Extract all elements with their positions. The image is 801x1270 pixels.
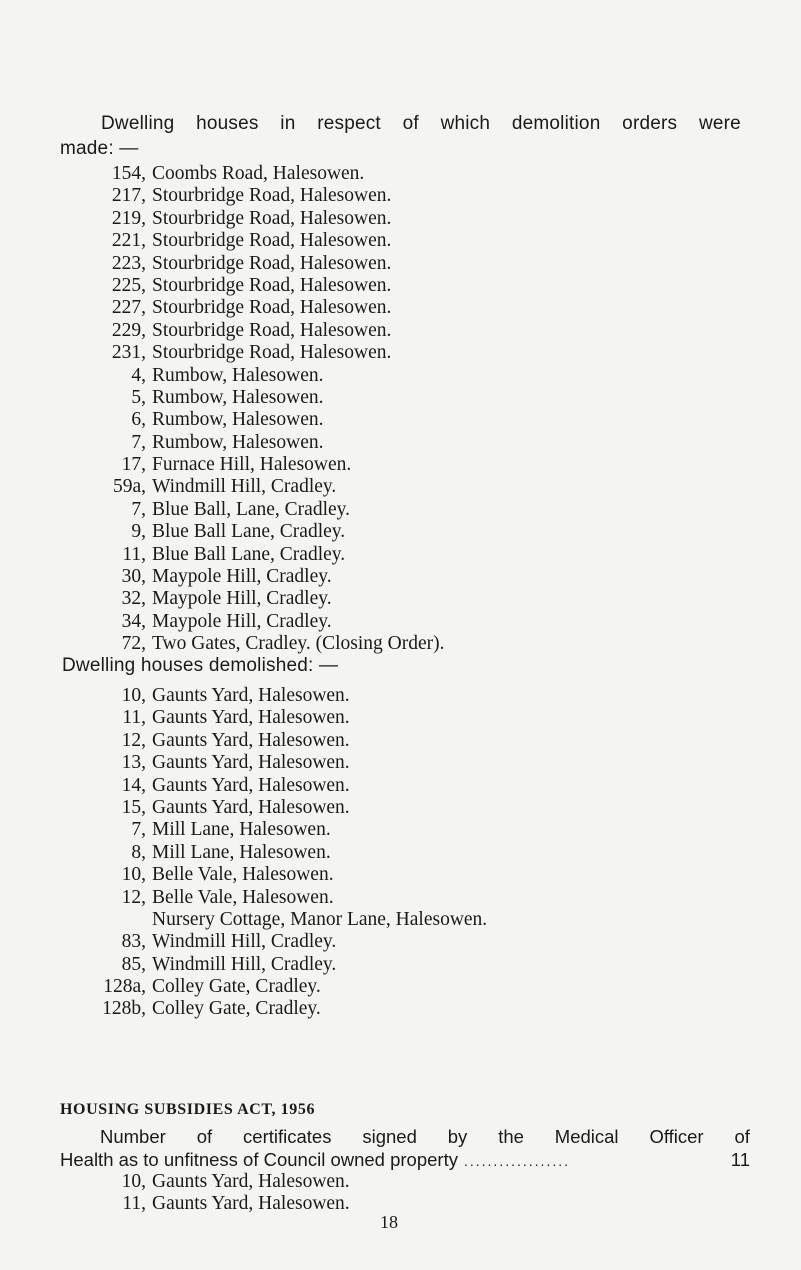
address: Nursery Cottage, Manor Lane, Halesowen.: [152, 908, 488, 930]
address: Belle Vale, Halesowen.: [152, 864, 334, 886]
address: Gaunts Yard, Halesowen.: [152, 1193, 350, 1215]
address: Windmill Hill, Cradley.: [152, 476, 337, 498]
address: Belle Vale, Halesowen.: [152, 886, 334, 908]
cert-word: of: [196, 1126, 213, 1147]
certificates-text: Health as to unfitness of Council owned property: [60, 1149, 458, 1170]
intro-word: Dwelling: [101, 113, 175, 134]
house-number: 227,: [111, 297, 146, 319]
intro-word: orders: [622, 113, 678, 134]
cert-word: Medical: [554, 1126, 619, 1147]
address: Stourbridge Road, Halesowen.: [152, 342, 392, 364]
house-number: 10,: [121, 1171, 146, 1192]
house-number: 128b,: [102, 998, 146, 1020]
dot-leader: ..................: [463, 1153, 570, 1169]
house-number: 85,: [121, 953, 146, 975]
address: Gaunts Yard, Halesowen.: [152, 796, 350, 818]
house-number: 223,: [111, 252, 146, 274]
demolished-heading: Dwelling houses demolished: —: [62, 655, 339, 676]
address: Colley Gate, Cradley.: [152, 976, 321, 998]
address: Two Gates, Cradley. (Closing Order).: [152, 633, 445, 655]
house-number: 219,: [111, 207, 146, 229]
house-number: 14,: [121, 774, 146, 796]
address: Colley Gate, Cradley.: [152, 998, 321, 1020]
address: Furnace Hill, Halesowen.: [152, 454, 352, 476]
certificates-line-1: [60, 1125, 750, 1148]
house-number: 7,: [131, 431, 146, 453]
house-number: 229,: [111, 319, 146, 341]
house-number: 15,: [121, 796, 146, 818]
certificates-count: 11: [730, 1149, 750, 1170]
address: Gaunts Yard, Halesowen.: [152, 752, 350, 774]
house-number: 13,: [121, 752, 146, 774]
address: Stourbridge Road, Halesowen.: [152, 252, 392, 274]
address: Gaunts Yard, Halesowen.: [152, 774, 350, 796]
house-number: 9,: [131, 521, 146, 543]
house-number: 83,: [121, 931, 146, 953]
address: Gaunts Yard, Halesowen.: [152, 1171, 350, 1192]
house-number: 128a,: [103, 976, 146, 998]
address: Gaunts Yard, Halesowen.: [152, 707, 350, 729]
address: Maypole Hill, Cradley.: [152, 588, 332, 610]
certificates-line-2: [60, 1148, 750, 1173]
address: Blue Ball Lane, Cradley.: [152, 543, 346, 565]
address: Stourbridge Road, Halesowen.: [152, 319, 392, 341]
address: Stourbridge Road, Halesowen.: [152, 185, 392, 207]
house-number: 6,: [131, 409, 146, 431]
house-number: 30,: [121, 566, 146, 588]
intro-word: of: [402, 113, 419, 134]
address: Coombs Road, Halesowen.: [152, 163, 365, 184]
house-number: 231,: [111, 342, 146, 364]
intro-line-2: made: —: [60, 138, 139, 159]
intro-word: houses: [196, 113, 259, 134]
house-number: 5,: [131, 386, 146, 408]
house-number: 12,: [121, 729, 146, 751]
cert-word: Number: [100, 1126, 166, 1147]
intro-word: which: [440, 113, 491, 134]
house-number: 17,: [121, 454, 146, 476]
house-number: 221,: [111, 230, 146, 252]
house-number: 12,: [121, 886, 146, 908]
address: Stourbridge Road, Halesowen.: [152, 230, 392, 252]
address: Gaunts Yard, Halesowen.: [152, 685, 350, 706]
house-number: 11,: [122, 543, 146, 565]
house-number: 10,: [121, 685, 146, 706]
intro-word: respect: [317, 113, 381, 134]
address: Rumbow, Halesowen.: [152, 409, 324, 431]
intro-word: in: [280, 113, 296, 134]
cert-word: Officer: [649, 1126, 704, 1147]
address: Stourbridge Road, Halesowen.: [152, 207, 392, 229]
address: Mill Lane, Halesowen.: [152, 819, 331, 841]
house-number: 8,: [131, 841, 146, 863]
cert-word: by: [447, 1126, 468, 1147]
address: Mill Lane, Halesowen.: [152, 841, 331, 863]
page-number: 18: [380, 1212, 398, 1232]
house-number: 225,: [111, 274, 146, 296]
house-number: 217,: [111, 185, 146, 207]
house-number: 7,: [131, 498, 146, 520]
address: Rumbow, Halesowen.: [152, 431, 324, 453]
certificates-paragraph: [60, 1125, 750, 1173]
house-number: 7,: [131, 819, 146, 841]
house-number: 59a,: [112, 476, 146, 498]
house-number: 154,: [111, 163, 146, 184]
address: Windmill Hill, Cradley.: [152, 931, 337, 953]
address: Gaunts Yard, Halesowen.: [152, 729, 350, 751]
house-number: 34,: [121, 610, 146, 632]
address: Rumbow, Halesowen.: [152, 386, 324, 408]
intro-line-1: [101, 113, 741, 135]
address: Stourbridge Road, Halesowen.: [152, 297, 392, 319]
address: Maypole Hill, Cradley.: [152, 566, 332, 588]
address: Maypole Hill, Cradley.: [152, 610, 332, 632]
address: Stourbridge Road, Halesowen.: [152, 274, 392, 296]
intro-word: were: [698, 113, 741, 134]
intro-word: demolition: [511, 113, 601, 134]
house-number: 11,: [122, 707, 146, 729]
house-number: 11,: [122, 1193, 146, 1215]
house-number: 4,: [131, 364, 146, 386]
house-number: 72,: [121, 633, 146, 655]
house-number: 32,: [121, 588, 146, 610]
cert-word: of: [734, 1126, 750, 1147]
address: Blue Ball Lane, Cradley.: [152, 521, 346, 543]
cert-word: signed: [362, 1126, 417, 1147]
address: Windmill Hill, Cradley.: [152, 953, 337, 975]
housing-subsidies-heading: HOUSING SUBSIDIES ACT, 1956: [60, 1101, 316, 1118]
cert-word: the: [498, 1126, 524, 1147]
house-number: 10,: [121, 864, 146, 886]
address: Blue Ball, Lane, Cradley.: [152, 498, 351, 520]
address: Rumbow, Halesowen.: [152, 364, 324, 386]
cert-word: certificates: [243, 1126, 332, 1147]
